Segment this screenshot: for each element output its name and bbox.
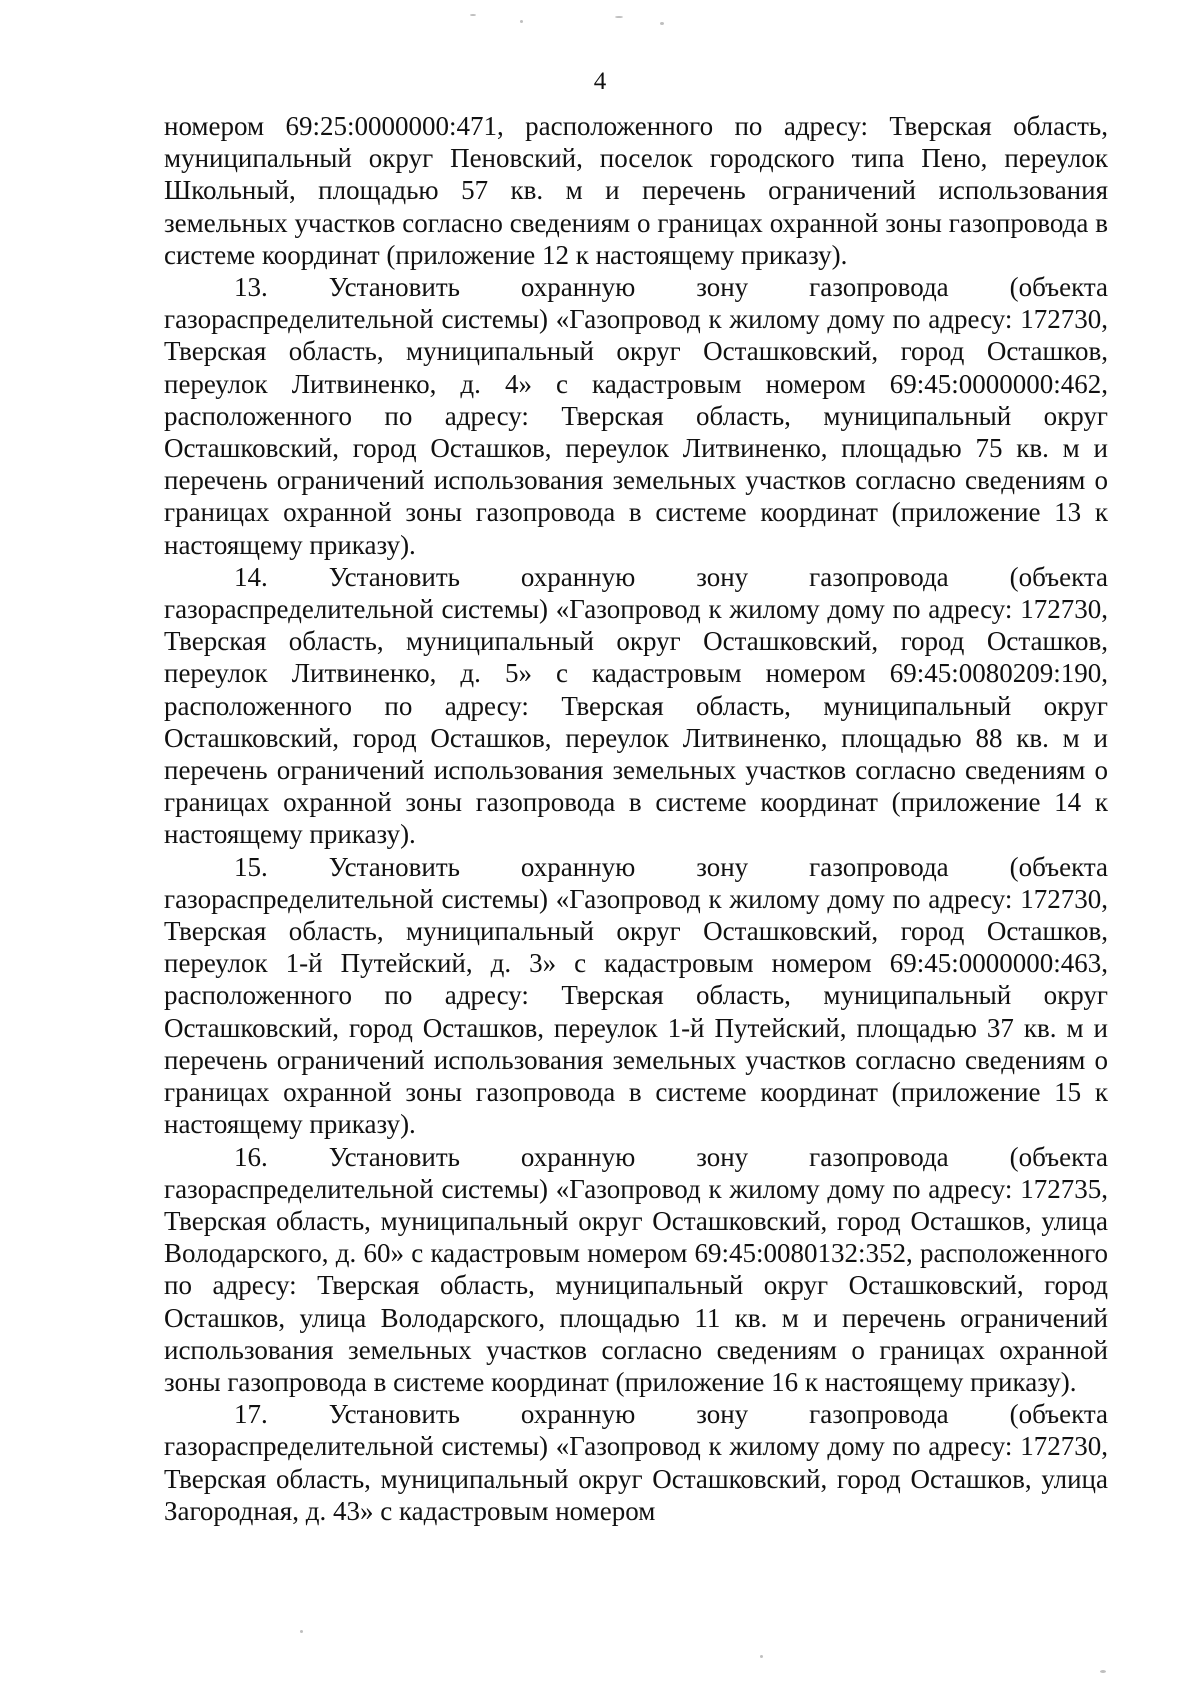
scan-speck	[615, 16, 623, 18]
scan-speck	[300, 1630, 303, 1633]
paragraph-16: 16. Установить охранную зону газопровода (объекта газораспределительной системы) «Газопровод к жилому дому по адресу: 172735, Тверская область, муниципальный округ Осташковский, город Осташков, улица Володарского, д. 60» с кадастровым номером 69:45:0080132:352, расположенного по адресу: Тверская область, муниципальный округ Осташковский, город Осташков, улица Володарского, площадью 11 кв. м и перечень ограничений использования земельных участков согласно сведениям о границах охранной зоны газопровода в системе координат (приложение 16 к настоящему приказу).	[164, 1141, 1108, 1397]
paragraph-17: 17. Установить охранную зону газопровода (объекта газораспределительной системы) «Газопровод к жилому дому по адресу: 172730, Тверская область, муниципальный округ Осташковский, город Осташков, улица Загородная, д. 43» с кадастровым номером	[164, 1399, 1108, 1526]
paragraph-12-continuation: номером 69:25:0000000:471, расположенного по адресу: Тверская область, муниципальный округ Пеновский, поселок городского типа Пено, переулок Школьный, площадью 57 кв. м и перечень ограничений использования земельных участков согласно сведениям о границах охранной зоны газопровода в системе координат (приложение 12 к настоящему приказу).	[164, 111, 1108, 270]
scan-speck	[520, 20, 523, 23]
scan-speck	[760, 1655, 763, 1658]
scan-speck	[470, 14, 476, 16]
paragraph-13: 13. Установить охранную зону газопровода (объекта газораспределительной системы) «Газопровод к жилому дому по адресу: 172730, Тверская область, муниципальный округ Осташковский, город Осташков, переулок Литвиненко, д. 4» с кадастровым номером 69:45:0000000:462, расположенного по адресу: Тверская область, муниципальный округ Осташковский, город Осташков, переулок Литвиненко, площадью 75 кв. м и перечень ограничений использования земельных участков согласно сведениям о границах охранной зоны газопровода в системе координат (приложение 13 к настоящему приказу).	[164, 272, 1108, 560]
scan-speck	[660, 22, 664, 25]
page-number: 4	[593, 68, 607, 95]
document-body	[164, 110, 1108, 1527]
paragraph-15: 15. Установить охранную зону газопровода (объекта газораспределительной системы) «Газопровод к жилому дому по адресу: 172730, Тверская область, муниципальный округ Осташковский, город Осташков, переулок 1-й Путейский, д. 3» с кадастровым номером 69:45:0000000:463, расположенного по адресу: Тверская область, муниципальный округ Осташковский, город Осташков, переулок 1-й Путейский, площадью 37 кв. м и перечень ограничений использования земельных участков согласно сведениям о границах охранной зоны газопровода в системе координат (приложение 15 к настоящему приказу).	[164, 851, 1108, 1140]
paragraph-14: 14. Установить охранную зону газопровода (объекта газораспределительной системы) «Газопровод к жилому дому по адресу: 172730, Тверская область, муниципальный округ Осташковский, город Осташков, переулок Литвиненко, д. 5» с кадастровым номером 69:45:0080209:190, расположенного по адресу: Тверская область, муниципальный округ Осташковский, город Осташков, переулок Литвиненко, площадью 88 кв. м и перечень ограничений использования земельных участков согласно сведениям о границах охранной зоны газопровода в системе координат (приложение 14 к настоящему приказу).	[164, 561, 1108, 850]
scan-speck	[1100, 1670, 1106, 1673]
